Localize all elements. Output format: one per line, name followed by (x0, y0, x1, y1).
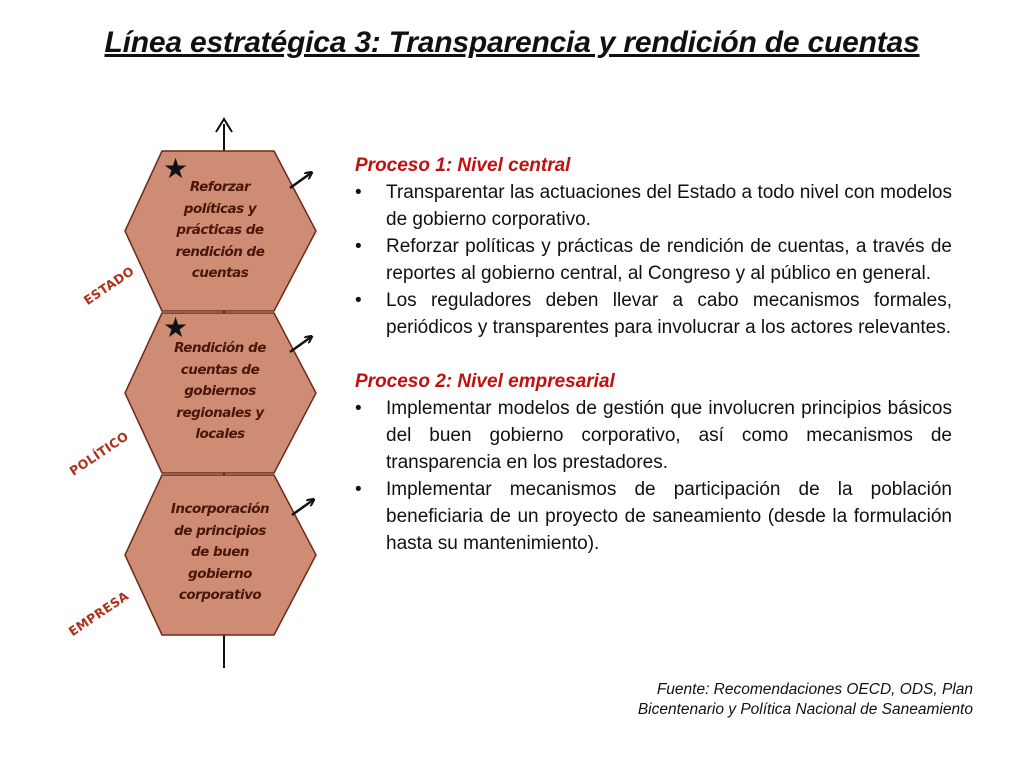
slide-title: Línea estratégica 3: Transparencia y rendición de cuentas (104, 26, 920, 59)
list-item: • Implementar mecanismos de participación de la población beneficiaria de un proyecto de saneamiento (desde la formulación hasta su mantenimiento). (355, 476, 952, 557)
hexagon-3-text: Incorporación de principios de buen gobierno corporativo (170, 501, 270, 603)
arrow-up-right-icon (290, 337, 311, 352)
list-item: • Transparentar las actuaciones del Estado a todo nivel con modelos de gobierno corporativo. (355, 179, 952, 233)
hexagon-1-text: Reforzar políticas y prácticas de rendición de cuentas (175, 179, 265, 281)
level-label-empresa: EMPRESA (65, 587, 132, 640)
level-label-politico: POLÍTICO (66, 428, 132, 479)
source-note: Fuente: Recomendaciones OECD, ODS, Plan Bicentenario y Política Nacional de Saneamiento (637, 681, 973, 718)
star-icon: ★ (163, 153, 189, 184)
arrow-up-right-icon (290, 173, 311, 188)
arrow-up-right-icon (292, 500, 313, 515)
list-item: • Los reguladores deben llevar a cabo mecanismos formales, periódicos y transparentes para involucrar a los actores relevantes. (355, 287, 952, 341)
list-item: • Reforzar políticas y prácticas de rendición de cuentas, a través de reportes al gobierno central, al Congreso y al público en general. (355, 233, 952, 287)
process-1-bullets (355, 179, 952, 341)
list-item: • Implementar modelos de gestión que involucren principios básicos del buen gobierno corporativo, así como mecanismos de transparencia en los prestadores. (355, 395, 952, 476)
process-2-title: Proceso 2: Nivel empresarial (355, 371, 615, 392)
process-content (355, 152, 952, 557)
process-1-title: Proceso 1: Nivel central (355, 155, 571, 176)
star-icon: ★ (163, 312, 189, 343)
process-2-bullets (355, 395, 952, 557)
hexagon-2-text: Rendición de cuentas de gobiernos regionales y locales (174, 340, 266, 442)
level-label-estado: ESTADO (80, 263, 137, 308)
